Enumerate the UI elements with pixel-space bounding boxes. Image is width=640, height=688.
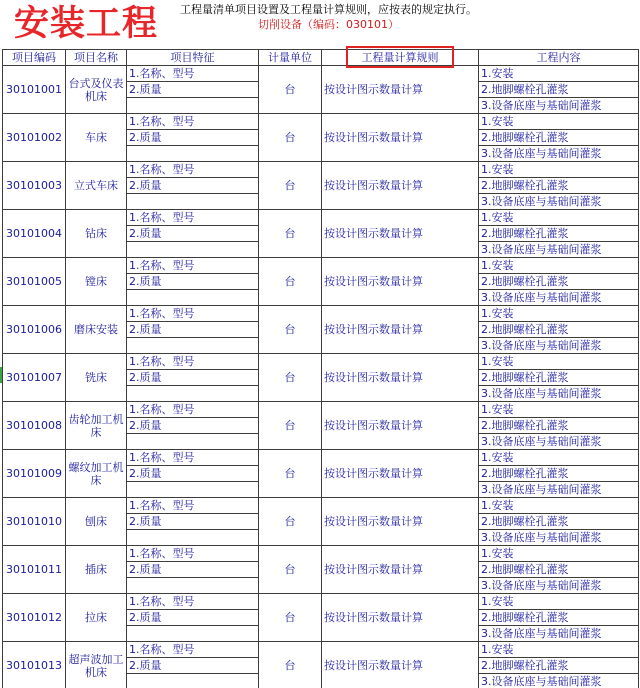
table-row bbox=[3, 354, 639, 370]
feature-2: 2.质量 bbox=[127, 274, 259, 290]
feature-empty bbox=[127, 146, 259, 162]
unit-cell: 台 bbox=[259, 114, 322, 162]
unit-cell: 台 bbox=[259, 402, 322, 450]
calc-rule-cell: 按设计图示数量计算 bbox=[322, 546, 479, 594]
unit-cell: 台 bbox=[259, 642, 322, 688]
unit-cell: 台 bbox=[259, 546, 322, 594]
item-name: 立式车床 bbox=[66, 162, 127, 210]
calc-rule-cell: 按设计图示数量计算 bbox=[322, 162, 479, 210]
item-code: 30101009 bbox=[3, 450, 66, 498]
work-content-1: 1.安装 bbox=[479, 354, 639, 370]
work-content-2: 2.地脚螺栓孔灌浆 bbox=[479, 514, 639, 530]
work-content-1: 1.安装 bbox=[479, 114, 639, 130]
work-content-2: 2.地脚螺栓孔灌浆 bbox=[479, 610, 639, 626]
feature-2: 2.质量 bbox=[127, 130, 259, 146]
work-content-1: 1.安装 bbox=[479, 162, 639, 178]
calc-rule-cell: 按设计图示数量计算 bbox=[322, 402, 479, 450]
header-item-code: 项目编码 bbox=[3, 50, 66, 66]
feature-empty bbox=[127, 242, 259, 258]
feature-1: 1.名称、型号 bbox=[127, 66, 259, 82]
table-row bbox=[3, 306, 639, 322]
work-content-2: 2.地脚螺栓孔灌浆 bbox=[479, 562, 639, 578]
item-code: 30101004 bbox=[3, 210, 66, 258]
work-content-1: 1.安装 bbox=[479, 594, 639, 610]
page-title: 安装工程 bbox=[14, 4, 159, 44]
table-row bbox=[3, 402, 639, 418]
item-code: 30101008 bbox=[3, 402, 66, 450]
header-work-content: 工程内容 bbox=[479, 50, 639, 66]
feature-empty bbox=[127, 194, 259, 210]
work-content-1: 1.安装 bbox=[479, 450, 639, 466]
feature-empty bbox=[127, 386, 259, 402]
work-content-1: 1.安装 bbox=[479, 402, 639, 418]
table-header-row bbox=[3, 50, 639, 66]
table-row bbox=[3, 210, 639, 226]
work-content-3: 3.设备底座与基础间灌浆 bbox=[479, 386, 639, 402]
table-row bbox=[3, 498, 639, 514]
section-subtitle: 切削设备（编码：030101） bbox=[258, 18, 399, 31]
calc-rule-cell: 按设计图示数量计算 bbox=[322, 306, 479, 354]
table-row bbox=[3, 162, 639, 178]
feature-empty bbox=[127, 482, 259, 498]
item-name: 磨床安装 bbox=[66, 306, 127, 354]
work-content-3: 3.设备底座与基础间灌浆 bbox=[479, 338, 639, 354]
feature-empty bbox=[127, 98, 259, 114]
item-name: 钻床 bbox=[66, 210, 127, 258]
item-code: 30101007 bbox=[3, 354, 66, 402]
work-content-2: 2.地脚螺栓孔灌浆 bbox=[479, 466, 639, 482]
work-content-3: 3.设备底座与基础间灌浆 bbox=[479, 530, 639, 546]
feature-empty bbox=[127, 626, 259, 642]
feature-empty bbox=[127, 338, 259, 354]
table-row bbox=[3, 66, 639, 82]
header-calc-rule: 工程量计算规则 bbox=[322, 50, 479, 66]
item-name: 齿轮加工机床 bbox=[66, 402, 127, 450]
feature-empty bbox=[127, 434, 259, 450]
calc-rule-cell: 按设计图示数量计算 bbox=[322, 258, 479, 306]
feature-1: 1.名称、型号 bbox=[127, 162, 259, 178]
feature-1: 1.名称、型号 bbox=[127, 210, 259, 226]
table-row bbox=[3, 594, 639, 610]
calc-rule-cell: 按设计图示数量计算 bbox=[322, 354, 479, 402]
table-row bbox=[3, 114, 639, 130]
item-code: 30101002 bbox=[3, 114, 66, 162]
item-name: 车床 bbox=[66, 114, 127, 162]
work-content-3: 3.设备底座与基础间灌浆 bbox=[479, 434, 639, 450]
work-content-3: 3.设备底座与基础间灌浆 bbox=[479, 242, 639, 258]
item-code: 30101010 bbox=[3, 498, 66, 546]
feature-1: 1.名称、型号 bbox=[127, 258, 259, 274]
work-content-2: 2.地脚螺栓孔灌浆 bbox=[479, 226, 639, 242]
work-content-1: 1.安装 bbox=[479, 210, 639, 226]
work-content-1: 1.安装 bbox=[479, 306, 639, 322]
item-name: 插床 bbox=[66, 546, 127, 594]
unit-cell: 台 bbox=[259, 354, 322, 402]
work-content-3: 3.设备底座与基础间灌浆 bbox=[479, 146, 639, 162]
feature-1: 1.名称、型号 bbox=[127, 306, 259, 322]
work-content-3: 3.设备底座与基础间灌浆 bbox=[479, 674, 639, 688]
work-content-2: 2.地脚螺栓孔灌浆 bbox=[479, 370, 639, 386]
item-code: 30101001 bbox=[3, 66, 66, 114]
unit-cell: 台 bbox=[259, 162, 322, 210]
feature-2: 2.质量 bbox=[127, 322, 259, 338]
work-content-3: 3.设备底座与基础间灌浆 bbox=[479, 482, 639, 498]
table-row bbox=[3, 450, 639, 466]
table-row bbox=[3, 258, 639, 274]
spec-table bbox=[2, 49, 639, 688]
item-name: 超声波加工机床 bbox=[66, 642, 127, 688]
work-content-1: 1.安装 bbox=[479, 66, 639, 82]
unit-cell: 台 bbox=[259, 450, 322, 498]
feature-1: 1.名称、型号 bbox=[127, 594, 259, 610]
feature-2: 2.质量 bbox=[127, 418, 259, 434]
feature-empty bbox=[127, 290, 259, 306]
item-code: 30101013 bbox=[3, 642, 66, 688]
calc-rule-cell: 按设计图示数量计算 bbox=[322, 498, 479, 546]
feature-2: 2.质量 bbox=[127, 370, 259, 386]
feature-2: 2.质量 bbox=[127, 82, 259, 98]
feature-empty bbox=[127, 674, 259, 688]
work-content-3: 3.设备底座与基础间灌浆 bbox=[479, 578, 639, 594]
item-name: 镗床 bbox=[66, 258, 127, 306]
feature-2: 2.质量 bbox=[127, 514, 259, 530]
work-content-3: 3.设备底座与基础间灌浆 bbox=[479, 194, 639, 210]
unit-cell: 台 bbox=[259, 498, 322, 546]
feature-2: 2.质量 bbox=[127, 658, 259, 674]
work-content-2: 2.地脚螺栓孔灌浆 bbox=[479, 82, 639, 98]
table-row bbox=[3, 642, 639, 658]
header-unit: 计量单位 bbox=[259, 50, 322, 66]
item-code: 30101011 bbox=[3, 546, 66, 594]
calc-rule-cell: 按设计图示数量计算 bbox=[322, 66, 479, 114]
feature-2: 2.质量 bbox=[127, 466, 259, 482]
work-content-2: 2.地脚螺栓孔灌浆 bbox=[479, 178, 639, 194]
item-name: 刨床 bbox=[66, 498, 127, 546]
table-row bbox=[3, 546, 639, 562]
item-code: 30101006 bbox=[3, 306, 66, 354]
work-content-2: 2.地脚螺栓孔灌浆 bbox=[479, 130, 639, 146]
unit-cell: 台 bbox=[259, 594, 322, 642]
feature-1: 1.名称、型号 bbox=[127, 642, 259, 658]
work-content-1: 1.安装 bbox=[479, 498, 639, 514]
item-code: 30101005 bbox=[3, 258, 66, 306]
feature-1: 1.名称、型号 bbox=[127, 450, 259, 466]
feature-1: 1.名称、型号 bbox=[127, 402, 259, 418]
feature-2: 2.质量 bbox=[127, 562, 259, 578]
calc-rule-cell: 按设计图示数量计算 bbox=[322, 450, 479, 498]
feature-1: 1.名称、型号 bbox=[127, 546, 259, 562]
feature-2: 2.质量 bbox=[127, 178, 259, 194]
work-content-1: 1.安装 bbox=[479, 258, 639, 274]
feature-2: 2.质量 bbox=[127, 226, 259, 242]
intro-text: 工程量清单项目设置及工程量计算规则，应按表的规定执行。 bbox=[180, 3, 477, 16]
item-name: 螺纹加工机床 bbox=[66, 450, 127, 498]
feature-1: 1.名称、型号 bbox=[127, 354, 259, 370]
item-code: 30101003 bbox=[3, 162, 66, 210]
header-item-features: 项目特征 bbox=[127, 50, 259, 66]
work-content-2: 2.地脚螺栓孔灌浆 bbox=[479, 322, 639, 338]
unit-cell: 台 bbox=[259, 258, 322, 306]
row-selection-marker bbox=[0, 367, 2, 383]
work-content-3: 3.设备底座与基础间灌浆 bbox=[479, 98, 639, 114]
item-name: 拉床 bbox=[66, 594, 127, 642]
work-content-2: 2.地脚螺栓孔灌浆 bbox=[479, 418, 639, 434]
calc-rule-cell: 按设计图示数量计算 bbox=[322, 594, 479, 642]
feature-1: 1.名称、型号 bbox=[127, 498, 259, 514]
feature-2: 2.质量 bbox=[127, 610, 259, 626]
work-content-2: 2.地脚螺栓孔灌浆 bbox=[479, 274, 639, 290]
calc-rule-cell: 按设计图示数量计算 bbox=[322, 114, 479, 162]
work-content-3: 3.设备底座与基础间灌浆 bbox=[479, 290, 639, 306]
work-content-1: 1.安装 bbox=[479, 546, 639, 562]
header-item-name: 项目名称 bbox=[66, 50, 127, 66]
work-content-1: 1.安装 bbox=[479, 642, 639, 658]
unit-cell: 台 bbox=[259, 210, 322, 258]
unit-cell: 台 bbox=[259, 66, 322, 114]
work-content-3: 3.设备底座与基础间灌浆 bbox=[479, 626, 639, 642]
feature-1: 1.名称、型号 bbox=[127, 114, 259, 130]
item-name: 铣床 bbox=[66, 354, 127, 402]
feature-empty bbox=[127, 578, 259, 594]
calc-rule-cell: 按设计图示数量计算 bbox=[322, 642, 479, 688]
item-name: 台式及仪表机床 bbox=[66, 66, 127, 114]
work-content-2: 2.地脚螺栓孔灌浆 bbox=[479, 658, 639, 674]
feature-empty bbox=[127, 530, 259, 546]
unit-cell: 台 bbox=[259, 306, 322, 354]
table-body bbox=[3, 66, 639, 688]
calc-rule-cell: 按设计图示数量计算 bbox=[322, 210, 479, 258]
item-code: 30101012 bbox=[3, 594, 66, 642]
